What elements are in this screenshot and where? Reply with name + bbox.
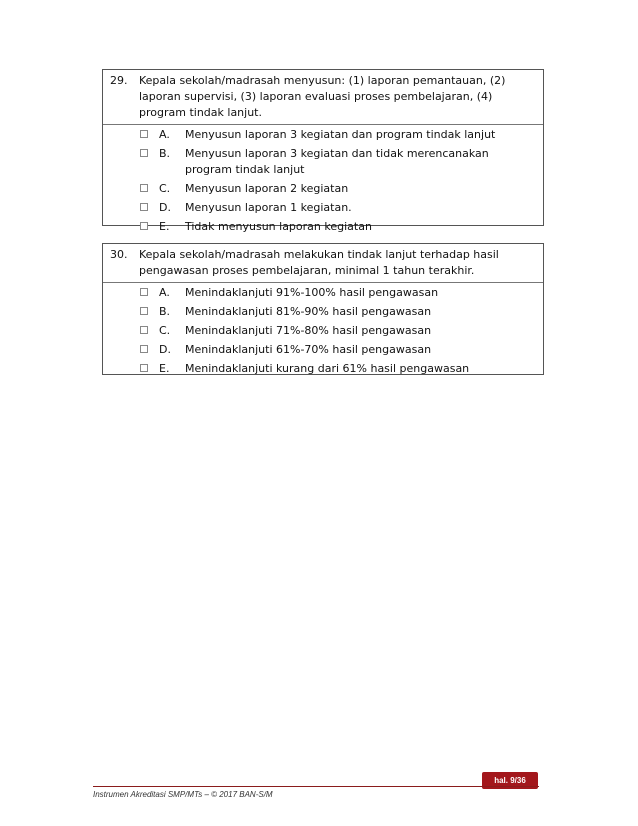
option-text: Menyusun laporan 3 kegiatan dan tidak merencanakan program tindak lanjut (185, 147, 489, 176)
option-c[interactable] (103, 321, 543, 340)
option-letter: C. (159, 324, 171, 337)
checkbox[interactable] (140, 184, 148, 192)
question-text: Kepala sekolah/madrasah menyusun: (1) laporan pemantauan, (2) laporan supervisi, (3) laporan evaluasi proses pembelajaran, (4) program tindak lanjut. (139, 74, 506, 119)
option-text: Menindaklanjuti 61%-70% hasil pengawasan (185, 343, 432, 356)
option-text: Menyusun laporan 3 kegiatan dan program tindak lanjut (185, 128, 496, 141)
option-letter: E. (159, 362, 170, 375)
option-text: Tidak menyusun laporan kegiatan (185, 220, 372, 233)
option-text: Menindaklanjuti 81%-90% hasil pengawasan (185, 305, 432, 318)
checkbox[interactable] (140, 288, 148, 296)
footer-divider (93, 786, 539, 787)
checkbox[interactable] (140, 345, 148, 353)
option-letter: B. (159, 305, 171, 318)
question-header (103, 70, 543, 125)
option-e[interactable] (103, 217, 543, 236)
page-number-badge: hal. 9/36 (482, 772, 538, 789)
checkbox[interactable] (140, 364, 148, 372)
option-text: Menyusun laporan 1 kegiatan. (185, 201, 352, 214)
option-letter: B. (159, 147, 171, 160)
checkbox[interactable] (140, 222, 148, 230)
option-b[interactable] (103, 302, 543, 321)
question-text: Kepala sekolah/madrasah melakukan tindak lanjut terhadap hasil pengawasan proses pembelajaran, minimal 1 tahun terakhir. (139, 248, 499, 277)
checkbox[interactable] (140, 203, 148, 211)
checkbox[interactable] (140, 130, 148, 138)
question-header (103, 244, 543, 283)
question-number: 29. (110, 74, 128, 87)
checkbox[interactable] (140, 326, 148, 334)
checkbox[interactable] (140, 307, 148, 315)
option-letter: E. (159, 220, 170, 233)
checkbox[interactable] (140, 149, 148, 157)
option-text: Menindaklanjuti kurang dari 61% hasil pengawasan (185, 362, 470, 375)
option-e[interactable] (103, 359, 543, 378)
option-a[interactable] (103, 125, 543, 144)
option-text: Menindaklanjuti 91%-100% hasil pengawasan (185, 286, 439, 299)
option-b[interactable] (103, 144, 543, 179)
option-letter: C. (159, 182, 171, 195)
footer-text: Instrumen Akreditasi SMP/MTs – © 2017 BAN-S/M (93, 790, 273, 799)
question-29 (102, 69, 544, 233)
option-letter: D. (159, 201, 171, 214)
option-text: Menyusun laporan 2 kegiatan (185, 182, 349, 195)
option-text: Menindaklanjuti 71%-80% hasil pengawasan (185, 324, 432, 337)
question-30 (102, 243, 544, 375)
option-d[interactable] (103, 198, 543, 217)
option-c[interactable] (103, 179, 543, 198)
option-letter: D. (159, 343, 171, 356)
option-d[interactable] (103, 340, 543, 359)
option-a[interactable] (103, 283, 543, 302)
option-letter: A. (159, 128, 170, 141)
question-number: 30. (110, 248, 128, 261)
option-letter: A. (159, 286, 170, 299)
